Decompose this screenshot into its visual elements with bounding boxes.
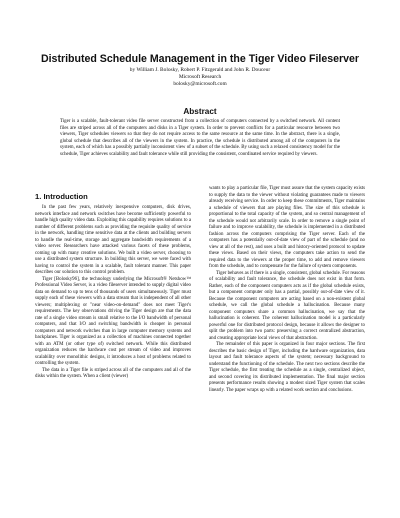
paragraph: wants to play a particular file, Tiger must assure that the system capacity exists to supply the data to the viewer without violating guarantees made to viewers already receiving service. In order to keep these commitments, Tiger maintains a schedule of viewers that are playing files. The size of this schedule is proportional to the total capacity of the system, and so central management of the schedule would not arbitrarily scale. In order to remove a single point of failure and to improve scalability, the schedule is implemented in a distributed fashion across the computers comprising the Tiger server. Each of the computers has a potentially out-of-date view of part of the schedule (and no view at all of the rest), and uses a built and history-oriented protocol to update these views. Based on their views, the computers take action to send the required data to the viewers at the proper time, to add and remove viewers from the schedule, and to compensate for the failure of system components. [209,186,365,269]
left-column [35,192,191,381]
author-list: by William J. Bolosky, Robert P. Fitzgerald and John R. Douceur [129,67,271,73]
paragraph: The data in a Tiger file is striped across all of the computers and all of the disks within the system. When a client (viewer) [35,367,191,379]
affiliation: Microsoft Research [178,74,222,80]
abstract-heading: Abstract [183,107,217,116]
paragraph: In the past few years, relatively inexpensive computers, disk drives, network interface and network switches have become sufficiently powerful to handle high quality video data. Exploiting this capability requires solutions to a number of different problems such as providing the requisite quality of service in the network, handling time sensitive data at the clients and building servers to handle the real-time, storage and aggregate bandwidth requirements of a video server. Researchers have attacked various facets of these problems, coming up with many creative solutions. We built a video server, choosing to use a distributed system structure. In building this server, we were faced with having to control the system in a scalable, fault tolerant manner. This paper describes our solution to this control problem. [35,205,191,275]
paragraph: Tiger behaves as if there is a single, consistent, global schedule. For reasons of scalability and fault tolerance, the schedule does not exist in that form. Rather, each of the component computers acts as if the global schedule exists, but a component computer only has a partial, possibly out-of-date view of it. Because the component computers are acting based on a non-existent global schedule, we call the global schedule a hallucination. Because many component computers share a common hallucination, we say that the hallucination is coherent. The coherent hallucination model is a particularly powerful one for distributed protocol design, because it allows the designer to split the problem into two parts: preserving a correct centralized abstraction, and creating appropriate local views of that abstraction. [209,270,365,341]
paragraph: Tiger [Bolosky96], the technology underlying the Microsoft® Netshow™ Professional Video Server, is a video fileserver intended to supply digital video data on demand to up to tens of thousands of users simultaneously. Tiger must supply each of these viewers with a data stream that is independent of all other viewers; multiplexing or "near video-on-demand" does not meet Tiger's requirements. The key observations driving the Tiger design are that the data rate of a single video stream is small relative to the I/O bandwidth of personal computers, and that I/O and switching bandwidth is cheaper in personal computers and network switches than in large computer memory systems and backplanes. Tiger is organized as a collection of machines connected together with an ATM (or other type of) switched network. While this distributed organization reduces the hardware cost per stream of video and improves scalability over monolithic designs, it introduces a host of problems related to controlling the system. [35,276,191,366]
paragraph: The remainder of this paper is organized in four major sections. The first describes the basic design of Tiger, including the hardware organization, data layout and fault tolerance aspects of the system; necessary background to understand the functioning of the schedule. The next two sections describe the Tiger schedule, the first treating the schedule as a single, centralized object, and second covering its distributed implementation. The final major section presents performance results showing a modest sized Tiger system that scales linearly. The paper wraps up with a related work section and conclusions. [209,342,365,393]
paper-title: Distributed Schedule Management in the Tiger Video Fileserver [40,53,360,65]
author-email: bolosky@microsoft.com [173,81,227,87]
right-column [209,186,365,394]
abstract-body: Tiger is a scalable, fault-tolerant video file server constructed from a collection of computers connected by a switched network. All content files are striped across all of the computers and disks in a Tiger system. In order to prevent conflicts for a particular resource between two viewers, Tiger schedules viewers so that they do not require access to the same resource at the same time. In the abstract, there is a single, global schedule that describes all of the viewers in the system. In practice, the schedule is distributed among all of the computers in the system, each of which has a possibly partially inconsistent view of a subset of the schedule. By using such a relaxed consistency model for the schedule, Tiger achieves scalability and fault tolerance while still providing the consistent, coordinated service required by viewers. [60,119,340,157]
section-heading-introduction: 1. Introduction [35,192,88,201]
